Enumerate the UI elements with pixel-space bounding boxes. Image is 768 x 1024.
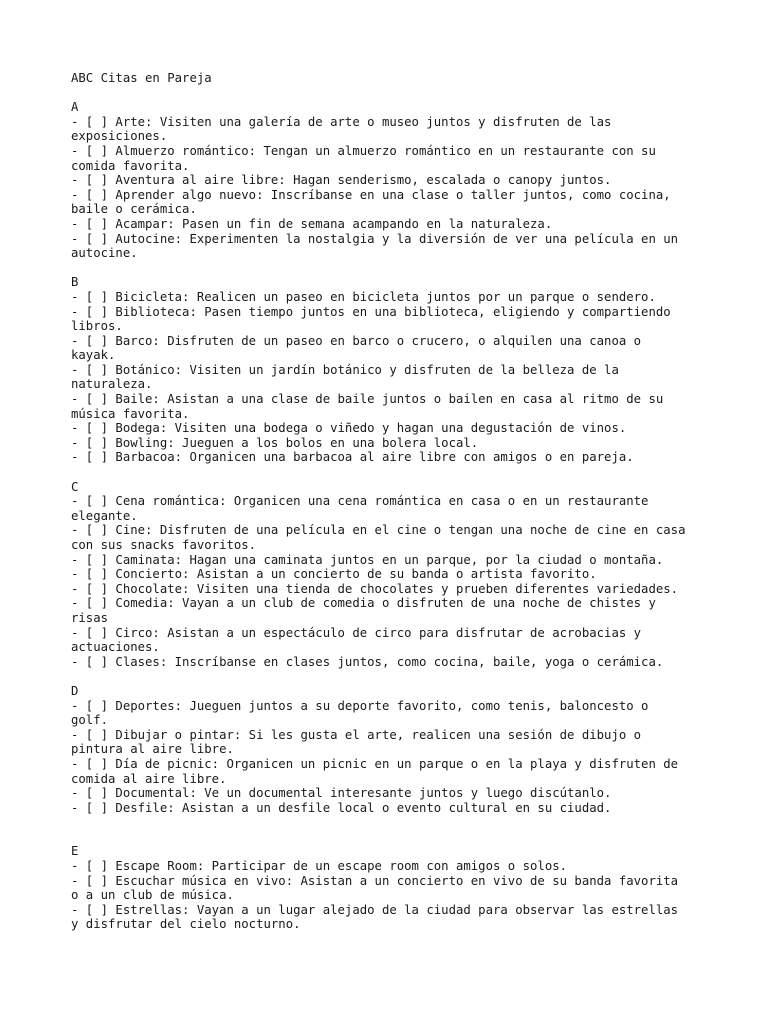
list-item [71, 436, 711, 451]
item-line: - [ ] Cena romántica: Organicen una cena romántica en casa o en un restaurante [71, 494, 649, 509]
list-item [71, 217, 711, 232]
list-item [71, 173, 711, 188]
item-line: - [ ] Escuchar música en vivo: Asistan a un concierto en vivo de su banda favorita [71, 873, 679, 888]
list-item [71, 728, 711, 757]
list-item [71, 363, 711, 392]
item-line: kayak. [71, 348, 116, 363]
item-line: - [ ] Comedia: Vayan a un club de comedia o disfruten de una noche de chistes y [71, 596, 656, 611]
list-item [71, 188, 711, 217]
list-item [71, 494, 711, 523]
item-line: risas [71, 610, 109, 625]
list-item [71, 567, 711, 582]
list-item [71, 596, 711, 625]
list-item [71, 903, 711, 932]
item-line: naturaleza. [71, 377, 153, 392]
item-line: - [ ] Botánico: Visiten un jardín botánico y disfruten de la belleza de la [71, 362, 619, 377]
item-line: - [ ] Escape Room: Participar de un escape room con amigos o solos. [71, 859, 568, 874]
list-item [71, 421, 711, 436]
section-letter: D [71, 683, 79, 698]
item-line: - [ ] Arte: Visiten una galería de arte o museo juntos y disfruten de las [71, 114, 612, 129]
section-letter: B [71, 275, 79, 290]
item-line: - [ ] Estrellas: Vayan a un lugar alejado de la ciudad para observar las estrellas [71, 902, 679, 917]
item-line: exposiciones. [71, 129, 168, 144]
list-item [71, 305, 711, 334]
list-item [71, 757, 711, 786]
section-b [71, 275, 711, 465]
section-e [71, 844, 711, 932]
list-item [71, 290, 711, 305]
item-line: actuaciones. [71, 640, 160, 655]
item-line: comida favorita. [71, 158, 190, 173]
list-item [71, 144, 711, 173]
list-item [71, 655, 711, 670]
item-line: - [ ] Barbacoa: Organicen una barbacoa al aire libre con amigos o en pareja. [71, 450, 634, 465]
section-d [71, 684, 711, 815]
item-line: - [ ] Bowling: Jueguen a los bolos en una bolera local. [71, 435, 479, 450]
item-line: - [ ] Caminata: Hagan una caminata juntos en un parque, por la ciudad o montaña. [71, 552, 664, 567]
item-line: pintura al aire libre. [71, 742, 234, 757]
item-line: - [ ] Clases: Inscríbanse en clases juntos, como cocina, baile, yoga o cerámica. [71, 654, 664, 669]
item-line: - [ ] Aventura al aire libre: Hagan senderismo, escalada o canopy juntos. [71, 173, 612, 188]
list-item [71, 392, 711, 421]
list-item [71, 801, 711, 816]
list-item [71, 786, 711, 801]
list-item [71, 859, 711, 874]
item-line: - [ ] Bodega: Visiten una bodega o viñedo y hagan una degustación de vinos. [71, 421, 627, 436]
list-item [71, 626, 711, 655]
item-line: libros. [71, 319, 123, 334]
item-line: - [ ] Biblioteca: Pasen tiempo juntos en una biblioteca, eligiendo y compartiendo [71, 304, 671, 319]
item-line: - [ ] Cine: Disfruten de una película en el cine o tengan una noche de cine en casa [71, 523, 686, 538]
item-line: - [ ] Documental: Ve un documental interesante juntos y luego discútanlo. [71, 786, 612, 801]
item-line: - [ ] Baile: Asistan a una clase de baile juntos o bailen en casa al ritmo de su [71, 392, 664, 407]
list-item [71, 334, 711, 363]
item-line: - [ ] Concierto: Asistan a un concierto de su banda o artista favorito. [71, 567, 597, 582]
item-line: - [ ] Circo: Asistan a un espectáculo de circo para disfrutar de acrobacias y [71, 625, 642, 640]
item-line: - [ ] Almuerzo romántico: Tengan un almuerzo romántico en un restaurante con su [71, 143, 656, 158]
list-item [71, 523, 711, 552]
section-letter: C [71, 479, 79, 494]
item-line: o a un club de música. [71, 888, 234, 903]
item-line: autocine. [71, 246, 138, 261]
document-title: ABC Citas en Pareja [71, 71, 212, 85]
list-item [71, 699, 711, 728]
list-item [71, 115, 711, 144]
section-a [71, 100, 711, 261]
item-line: - [ ] Acampar: Pasen un fin de semana acampando en la naturaleza. [71, 216, 553, 231]
item-line: con sus snacks favoritos. [71, 538, 257, 552]
document-page [71, 71, 711, 947]
list-item [71, 232, 711, 261]
item-line: - [ ] Barco: Disfruten de un paseo en barco o crucero, o alquilen una canoa o [71, 333, 642, 348]
item-line: comida al aire libre. [71, 771, 227, 786]
list-item [71, 874, 711, 903]
item-line: - [ ] Aprender algo nuevo: Inscríbanse en una clase o taller juntos, como cocina, [71, 187, 671, 202]
item-line: elegante. [71, 508, 138, 523]
item-line: - [ ] Día de picnic: Organicen un picnic en un parque o en la playa y disfruten de [71, 756, 679, 771]
item-line: golf. [71, 713, 109, 728]
list-item [71, 582, 711, 597]
item-line: - [ ] Bicicleta: Realicen un paseo en bicicleta juntos por un parque o sendero. [71, 289, 656, 304]
item-line: - [ ] Autocine: Experimenten la nostalgia y la diversión de ver una película en un [71, 231, 679, 246]
item-line: y disfrutar del cielo nocturno. [71, 917, 301, 932]
section-c [71, 480, 711, 670]
section-letter: E [71, 844, 79, 859]
list-item [71, 450, 711, 465]
item-line: - [ ] Deportes: Jueguen juntos a su deporte favorito, como tenis, baloncesto o [71, 698, 649, 713]
item-line: música favorita. [71, 406, 190, 421]
item-line: - [ ] Dibujar o pintar: Si les gusta el arte, realicen una sesión de dibujo o [71, 727, 642, 742]
item-line: baile o cerámica. [71, 202, 197, 217]
section-letter: A [71, 100, 79, 115]
item-line: - [ ] Chocolate: Visiten una tienda de chocolates y prueben diferentes variedades. [71, 581, 679, 596]
list-item [71, 553, 711, 568]
item-line: - [ ] Desfile: Asistan a un desfile local o evento cultural en su ciudad. [71, 800, 612, 815]
